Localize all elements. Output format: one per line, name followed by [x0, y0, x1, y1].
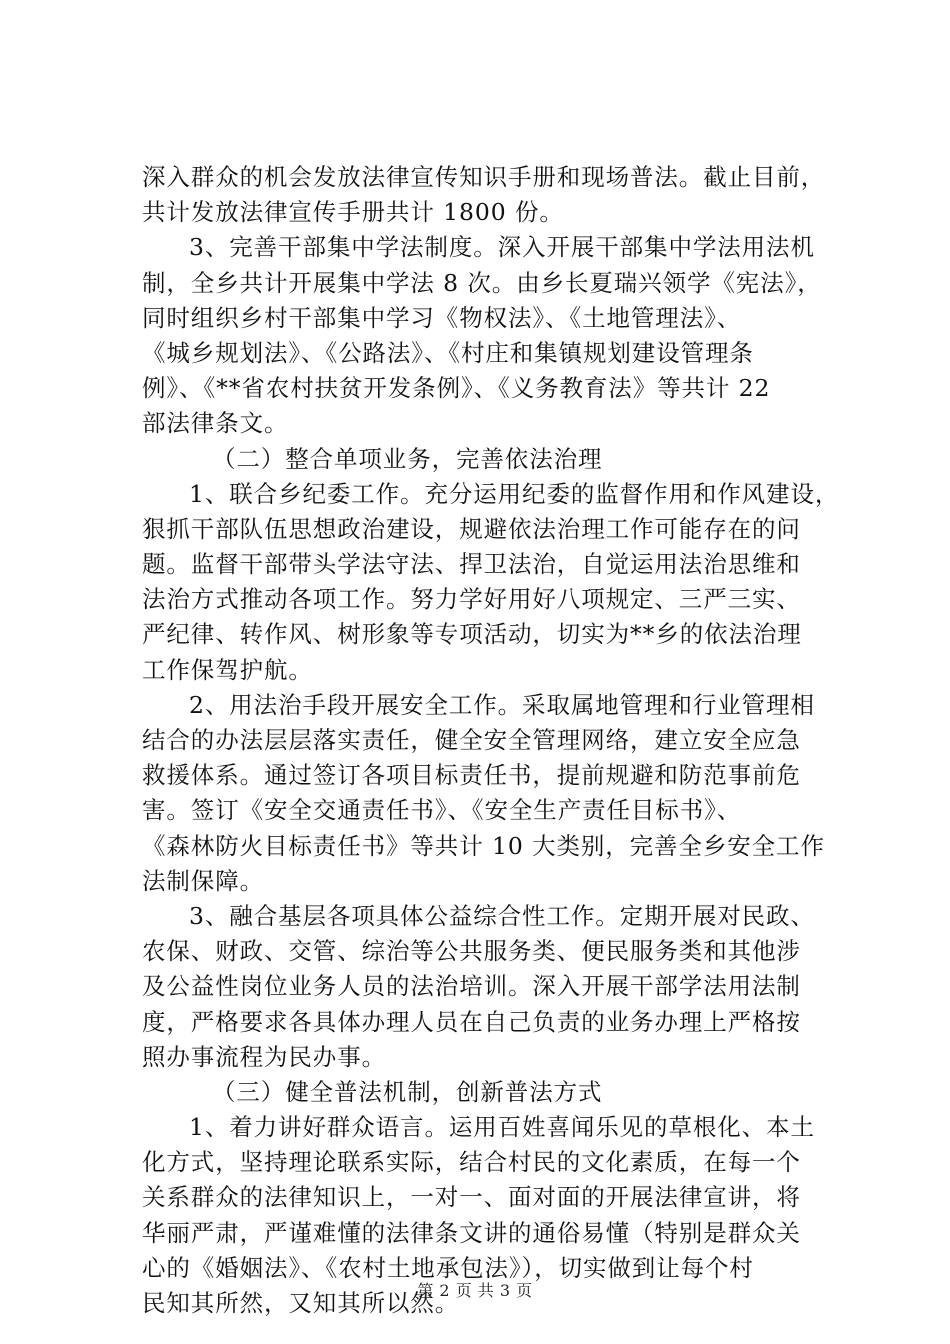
list-item-heading: 1、着力讲好群众语言。运用百姓喜闻乐见的草根化、本土 — [189, 1113, 815, 1142]
body-line: 严纪律、转作风、树形象等专项活动，切实为**乡的依法治理 — [142, 620, 802, 649]
body-line: 部法律条文。 — [142, 409, 289, 438]
body-line: 害。签订《安全交通责任书》、《安全生产责任目标书》、 — [142, 796, 742, 825]
body-line: 关系群众的法律知识上，一对一、面对面的开展法律宣讲，将 — [142, 1183, 801, 1212]
body-line: 题。监督干部带头学法守法、捍卫法治，自觉运用法治思维和 — [142, 550, 801, 579]
body-line: 工作保驾护航。 — [142, 655, 313, 684]
section-heading: （二）整合单项业务，完善依法治理 — [212, 444, 603, 473]
body-line: 化方式，坚持理论联系实际，结合村民的文化素质，在每一个 — [142, 1148, 801, 1177]
body-line: 《森林防火目标责任书》等共计 10 大类别，完善全乡安全工作 — [142, 831, 825, 860]
body-line: 例》、《**省农村扶贫开发条例》、《义务教育法》等共计 22 — [142, 374, 771, 403]
body-line: 农保、财政、交管、综治等公共服务类、便民服务类和其他涉 — [142, 937, 801, 966]
body-line: 制，全乡共计开展集中学法 8 次。由乡长夏瑞兴领学《宪法》， — [142, 268, 822, 297]
body-line: 狠抓干部队伍思想政治建设，规避依法治理工作可能存在的问 — [142, 514, 801, 543]
page-number-footer: 第 2 页 共 3 页 — [417, 1281, 533, 1300]
body-line: 同时组织乡村干部集中学习《物权法》、《土地管理法》、 — [142, 303, 742, 332]
body-line: 救援体系。通过签订各项目标责任书，提前规避和防范事前危 — [142, 761, 801, 790]
section-heading: （三）健全普法机制，创新普法方式 — [212, 1077, 603, 1106]
document-body — [142, 160, 842, 1321]
body-line: 心的《婚姻法》、《农村土地承包法》），切实做到让每个村 — [142, 1253, 754, 1282]
body-line: 度，严格要求各具体办理人员在自己负责的业务办理上严格按 — [142, 1007, 801, 1036]
body-line: 共计发放法律宣传手册共计 1800 份。 — [142, 198, 564, 227]
body-line: 法治方式推动各项工作。努力学好用好八项规定、三严三实、 — [142, 585, 801, 614]
list-item-heading: 2、用法治手段开展安全工作。采取属地管理和行业管理相 — [189, 690, 815, 719]
body-line: 照办事流程为民办事。 — [142, 1042, 386, 1071]
list-item-heading: 1、联合乡纪委工作。充分运用纪委的监督作用和作风建设， — [189, 479, 840, 508]
list-item-heading: 3、融合基层各项具体公益综合性工作。定期开展对民政、 — [189, 901, 815, 930]
body-line: 《城乡规划法》、《公路法》、《村庄和集镇规划建设管理条 — [142, 338, 754, 367]
body-line: 华丽严肃，严谨难懂的法律条文讲的通俗易懂（特别是群众关 — [142, 1218, 801, 1247]
body-line: 法制保障。 — [142, 866, 264, 895]
list-item-heading: 3、完善干部集中学法制度。深入开展干部集中学法用法机 — [189, 233, 815, 262]
body-line: 深入群众的机会发放法律宣传知识手册和现场普法。截止目前， — [142, 163, 826, 191]
body-line: 结合的办法层层落实责任，健全安全管理网络，建立安全应急 — [142, 726, 801, 754]
body-line: 民知其所然，又知其所以然。 — [142, 1289, 460, 1317]
body-line: 及公益性岗位业务人员的法治培训。深入开展干部学法用法制 — [142, 972, 801, 1001]
